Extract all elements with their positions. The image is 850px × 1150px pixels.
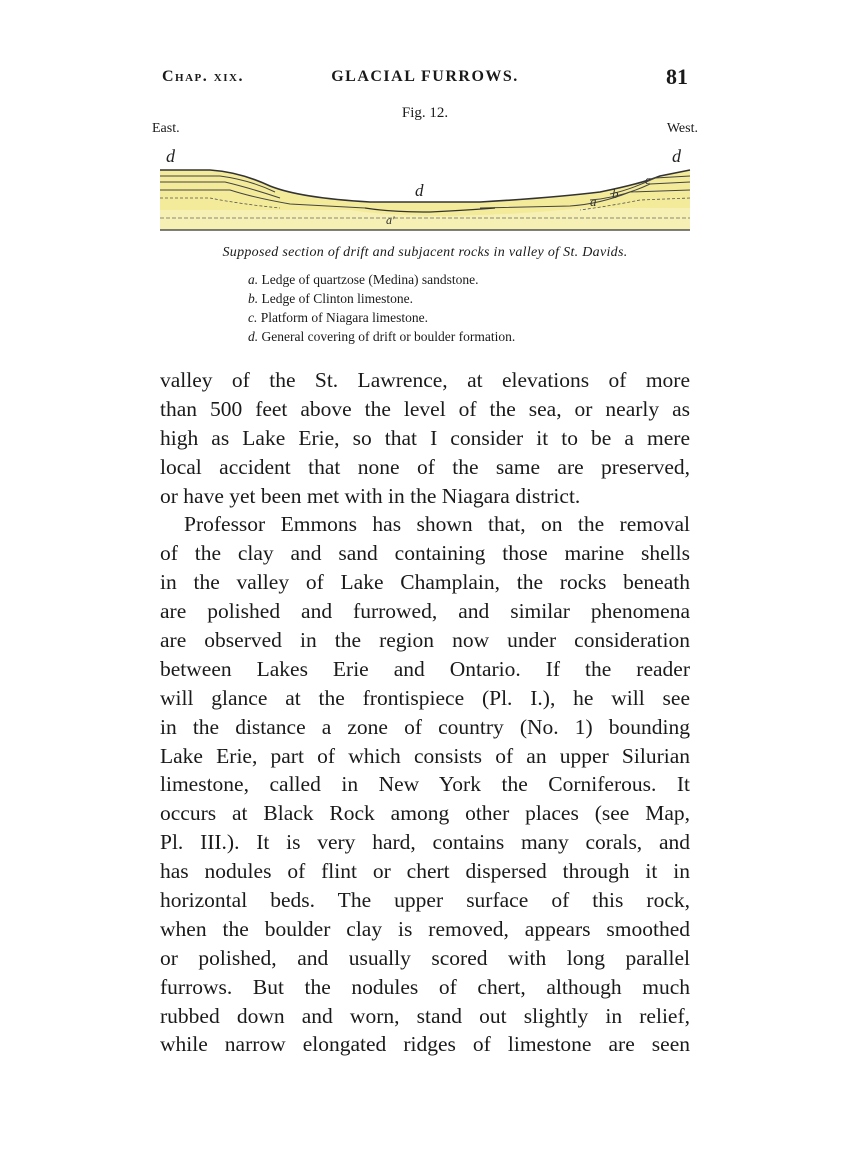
text-line: has nodules of flint or chert dispersed through it in bbox=[160, 859, 690, 884]
text-line: high as Lake Erie, so that I consider it to be a mere bbox=[160, 425, 690, 450]
text-line: are observed in the region now under consideration bbox=[160, 628, 690, 653]
text-line: are polished and furrowed, and similar phenomena bbox=[160, 599, 690, 624]
text-line: Pl. III.). It is very hard, contains many corals, and bbox=[160, 830, 690, 855]
legend-item: c. Platform of Niagara limestone. bbox=[248, 310, 428, 325]
text-line: Professor Emmons has shown that, on the removal bbox=[184, 512, 690, 537]
text-line: furrows. But the nodules of chert, although much bbox=[160, 974, 690, 999]
text-line: when the boulder clay is removed, appears smoothed bbox=[160, 916, 690, 941]
figure-label: Fig. 12. bbox=[401, 105, 449, 121]
figure-label-d-left: d bbox=[166, 148, 175, 166]
legend-item: a. Ledge of quartzose (Medina) sandstone. bbox=[248, 272, 479, 287]
text-line: Lake Erie, part of which consists of an upper Silurian bbox=[160, 743, 690, 768]
figure-west-label: West. bbox=[666, 121, 698, 136]
figure-label-b: b bbox=[612, 186, 619, 201]
text-line: local accident that none of the same are preserved, bbox=[160, 454, 690, 479]
figure-east-label: East. bbox=[152, 121, 180, 136]
figure-caption: Supposed section of drift and subjacent rocks in valley of St. Davids. bbox=[222, 245, 628, 260]
text-line: than 500 feet above the level of the sea, or nearly as bbox=[160, 396, 690, 421]
running-header-title: GLACIAL FURROWS. bbox=[331, 68, 519, 85]
text-line: between Lakes Erie and Ontario. If the reader bbox=[160, 656, 690, 681]
figure-label-d-right: d bbox=[672, 148, 681, 166]
figure-legend bbox=[248, 270, 515, 346]
text-line: will glance at the frontispiece (Pl. I.), he will see bbox=[160, 685, 690, 710]
text-line: occurs at Black Rock among other places (see Map, bbox=[160, 801, 690, 826]
text-line: in the valley of Lake Champlain, the rocks beneath bbox=[160, 570, 690, 595]
body-text bbox=[160, 366, 690, 1059]
geological-section-figure bbox=[150, 148, 700, 238]
running-header-chapter: Chap. xix. bbox=[162, 68, 244, 85]
legend-item: b. Ledge of Clinton limestone. bbox=[248, 291, 413, 306]
text-line: valley of the St. Lawrence, at elevations of more bbox=[160, 368, 690, 392]
text-line: or polished, and usually scored with long parallel bbox=[160, 945, 690, 970]
figure-label-c: c bbox=[645, 172, 651, 187]
page-number: 81 bbox=[666, 64, 688, 89]
text-line: or have yet been met with in the Niagara district. bbox=[160, 483, 581, 508]
legend-item: d. General covering of drift or boulder formation. bbox=[248, 329, 516, 344]
text-line: of the clay and sand containing those marine shells bbox=[160, 541, 690, 566]
text-line: in the distance a zone of country (No. 1) bounding bbox=[160, 714, 690, 739]
figure-label-a-prime: a' bbox=[386, 213, 395, 227]
figure-label-d-center: d bbox=[415, 181, 424, 200]
text-line: horizontal beds. The upper surface of this rock, bbox=[160, 888, 690, 913]
text-line: rubbed down and worn, stand out slightly in relief, bbox=[160, 1003, 690, 1028]
figure-label-a: a bbox=[590, 194, 597, 209]
text-line: limestone, called in New York the Corniferous. It bbox=[160, 772, 690, 797]
text-line: while narrow elongated ridges of limestone are seen bbox=[160, 1032, 690, 1057]
